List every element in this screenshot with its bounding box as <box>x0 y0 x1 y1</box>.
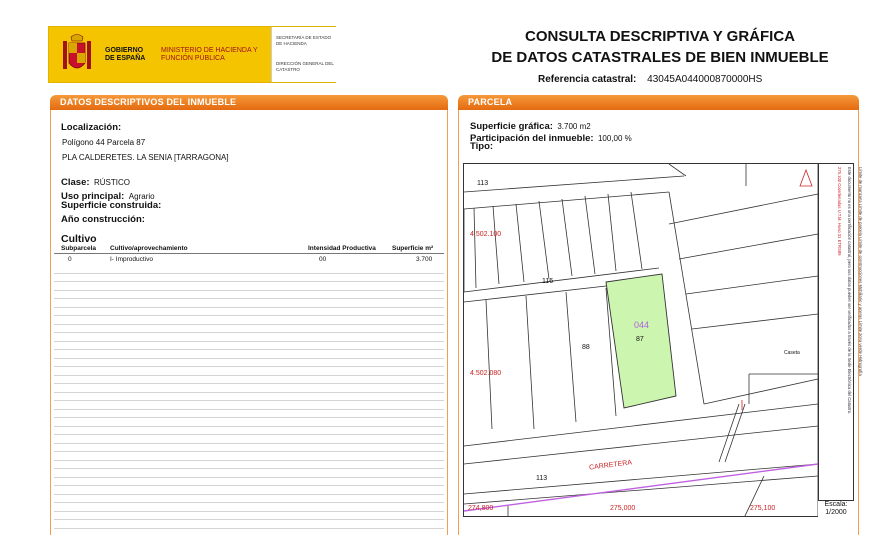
logo-ministerio-text: MINISTERIO DE HACIENDA Y FUNCIÓN PÚBLICA <box>161 47 258 62</box>
label-113-bottom: 113 <box>536 475 548 482</box>
label-044: 044 <box>634 320 650 330</box>
escala-box <box>818 500 854 517</box>
coord-x2: 275,000 <box>610 505 636 512</box>
table-row <box>54 255 444 265</box>
label-87: 87 <box>636 336 644 343</box>
coord-x3: 275,100 <box>750 505 776 512</box>
table-empty-line <box>54 495 444 504</box>
table-empty-line <box>54 282 444 291</box>
table-empty-line <box>54 367 444 376</box>
table-empty-line <box>54 401 444 410</box>
government-logo <box>48 26 336 83</box>
table-empty-line <box>54 520 444 529</box>
superficie-grafica-label: Superficie gráfica: <box>470 121 553 132</box>
tipo-label: Tipo: <box>470 141 494 152</box>
legend-text-1: Este documento no es una certificación catastral, pero sus datos pueden ser verificados a través de la Sede Electrónica del Catastro. <box>847 167 852 415</box>
table-empty-line <box>54 427 444 436</box>
td-subparcela: 0 <box>68 256 72 263</box>
north-arrow-icon <box>800 170 812 186</box>
participacion-value: 100,00 % <box>597 134 632 143</box>
table-empty-line <box>54 444 444 453</box>
legend-text-2: 275,100 Coordenadas U.T.M. Huso 31 ETRS89 <box>837 167 842 256</box>
referencia-catastral <box>538 74 762 85</box>
table-empty-line <box>54 299 444 308</box>
th-superficie: Superficie m² <box>392 245 434 252</box>
anio-construccion-label: Año construcción: <box>61 214 145 225</box>
table-empty-line <box>54 342 444 351</box>
superficie-grafica-value: 3.700 m2 <box>557 122 591 131</box>
table-empty-line <box>54 384 444 393</box>
participacion-label: Participación del inmueble: <box>470 133 594 144</box>
cultivo-title: Cultivo <box>61 233 97 245</box>
logo-secretaria-text: SECRETARÍA DE ESTADO DE HACIENDA <box>276 35 332 46</box>
label-116: 116 <box>542 278 554 285</box>
th-subparcela: Subparcela <box>61 245 97 252</box>
escala-label: Escala: <box>824 501 848 508</box>
th-cultivo: Cultivo/aprovechamiento <box>110 245 188 252</box>
table-empty-line <box>54 503 444 512</box>
coord-y2: 4.502.080 <box>470 370 502 377</box>
escala-value: 1/2000 <box>825 509 847 516</box>
label-88: 88 <box>582 344 590 351</box>
cadastral-map[interactable] <box>463 163 854 517</box>
table-empty-line <box>54 350 444 359</box>
table-empty-line <box>54 435 444 444</box>
page-title-line1: CONSULTA DESCRIPTIVA Y GRÁFICA <box>524 28 795 45</box>
table-empty-line <box>54 316 444 325</box>
label-caseta: Caseta <box>784 350 800 356</box>
superficie-construida-label: Superficie construida: <box>61 200 162 211</box>
table-empty-line <box>54 359 444 368</box>
cultivo-table-header <box>54 244 444 254</box>
table-empty-line <box>54 308 444 317</box>
table-empty-line <box>54 274 444 283</box>
localizacion-line2: PLA CALDERETES. LA SENIA [TARRAGONA] <box>62 153 229 162</box>
coat-of-arms-icon <box>59 33 95 77</box>
page-title-line2: DE DATOS CATASTRALES DE BIEN INMUEBLE <box>491 49 829 66</box>
map-legend <box>818 163 863 517</box>
table-empty-line <box>54 376 444 385</box>
table-empty-line <box>54 512 444 521</box>
section-bar-parcela: PARCELA <box>458 95 859 110</box>
table-empty-line <box>54 410 444 419</box>
map-drawing <box>464 164 854 517</box>
table-empty-line <box>54 393 444 402</box>
table-empty-lines <box>54 265 444 533</box>
label-113-top: 113 <box>477 180 489 187</box>
table-empty-line <box>54 452 444 461</box>
clase-value: RÚSTICO <box>93 178 130 187</box>
table-empty-line <box>54 469 444 478</box>
table-empty-line <box>54 325 444 334</box>
table-empty-line <box>54 486 444 495</box>
map-line <box>464 192 669 209</box>
uso-value: Agrario <box>128 192 155 201</box>
legend-text-3: Límite de manzana Límite de parcela Límite de construcciones Mobiliario y aceras Límite zona verde Hidrografía <box>858 167 863 376</box>
clase-label: Clase: <box>61 177 90 188</box>
table-empty-line <box>54 291 444 300</box>
table-empty-line <box>54 265 444 274</box>
label-carretera: CARRETERA <box>588 459 633 472</box>
table-empty-line <box>54 333 444 342</box>
coord-x1: 274,800 <box>468 505 494 512</box>
carretera-line <box>464 464 818 511</box>
referencia-value: 43045A044000870000HS <box>647 74 763 85</box>
uso-label: Uso principal: <box>61 191 125 202</box>
logo-secretaria-block <box>271 27 337 82</box>
section-bar-datos: DATOS DESCRIPTIVOS DEL INMUEBLE <box>50 95 448 110</box>
table-empty-line <box>54 478 444 487</box>
td-cultivo: I- Improductivo <box>110 256 153 263</box>
map-line <box>464 176 684 192</box>
td-intensidad: 00 <box>319 256 327 263</box>
th-intensidad: Intensidad Productiva <box>308 245 376 252</box>
table-empty-line <box>54 461 444 470</box>
logo-direccion-text: DIRECCIÓN GENERAL DEL CATASTRO <box>276 61 334 72</box>
localizacion-line1: Polígono 44 Parcela 87 <box>62 138 146 147</box>
logo-gobierno-text: GOBIERNO DE ESPAÑA <box>105 47 146 62</box>
referencia-label: Referencia catastral: <box>538 74 637 85</box>
participacion-row <box>470 128 632 146</box>
table-empty-line <box>54 418 444 427</box>
coord-y1: 4.502.100 <box>470 231 502 238</box>
td-superficie: 3.700 <box>416 256 433 263</box>
localizacion-label: Localización: <box>61 122 122 133</box>
